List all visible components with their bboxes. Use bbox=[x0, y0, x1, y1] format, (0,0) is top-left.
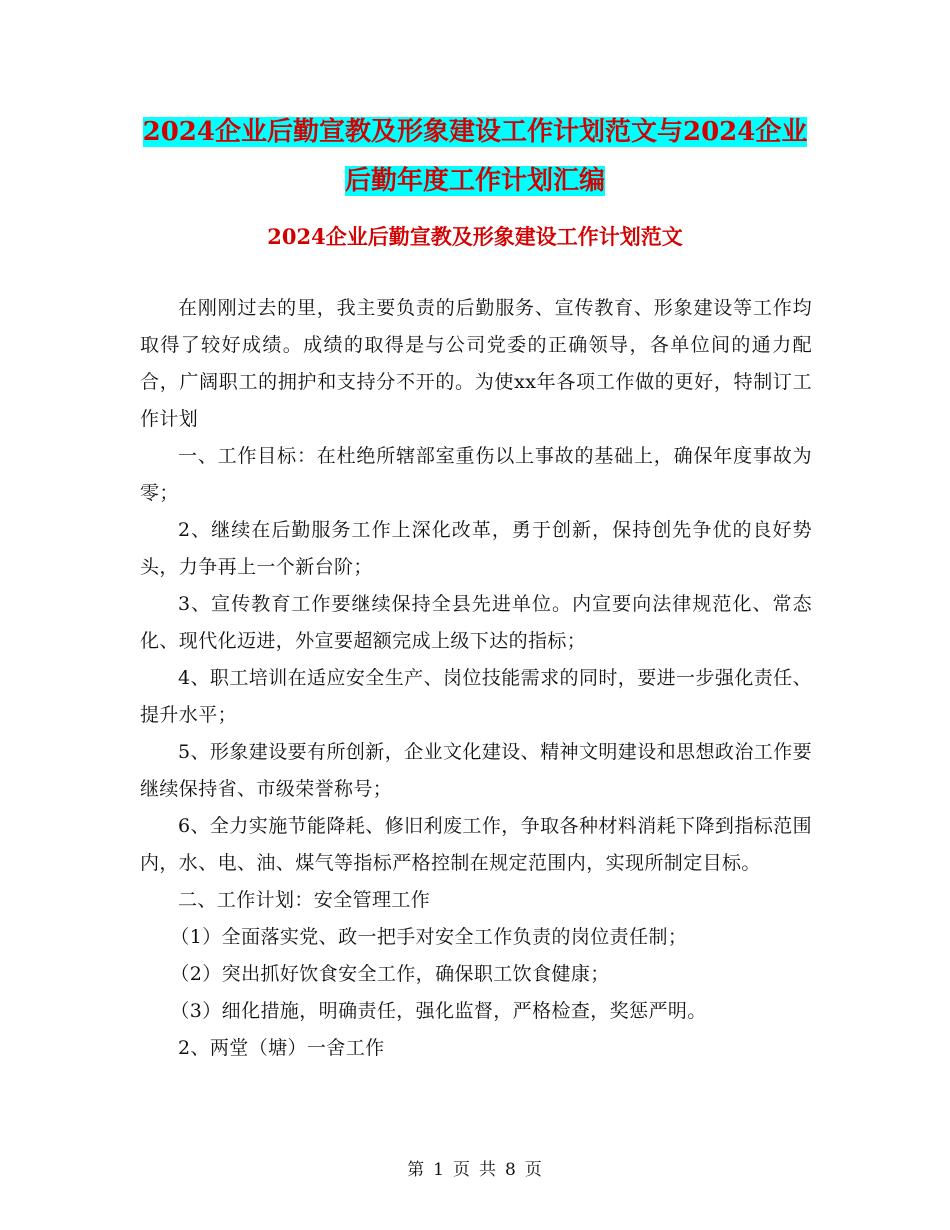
document-body bbox=[140, 290, 812, 1067]
paragraph-item-two-halls: 2、两堂（塘）一舍工作 bbox=[178, 1037, 385, 1059]
paragraph-plan: 二、工作计划：安全管理工作 bbox=[178, 889, 431, 911]
section-title: 2024企业后勤宣教及形象建设工作计划范文 bbox=[267, 224, 683, 249]
document-title-text: 2024企业后勤宣教及形象建设工作计划范文与2024企业后勤年度工作计划汇编 bbox=[142, 117, 808, 196]
paragraph-item-2: 2、继续在后勤服务工作上深化改革，勇于创新，保持创先争优的良好势头，力争再上一个新台阶； bbox=[140, 519, 812, 578]
document-title bbox=[140, 108, 810, 206]
paragraph-item-4: 4、职工培训在适应安全生产、岗位技能需求的同时，要进一步强化责任、提升水平； bbox=[140, 667, 812, 726]
footer-label-page-unit: 页 bbox=[453, 1160, 471, 1180]
page-footer bbox=[0, 1155, 950, 1180]
paragraph-item-6: 6、全力实施节能降耗、修旧利废工作，争取各种材料消耗下降到指标范围内，水、电、油、煤气等指标严格控制在规定范围内，实现所制定目标。 bbox=[140, 815, 812, 874]
paragraph-item-5: 5、形象建设要有所创新，企业文化建设、精神文明建设和思想政治工作要继续保持省、市级荣誉称号； bbox=[140, 741, 812, 800]
paragraph-goal: 一、工作目标：在杜绝所辖部室重伤以上事故的基础上，确保年度事故为零； bbox=[140, 445, 812, 504]
paragraph-plan-1: （1）全面落实党、政一把手对安全工作负责的岗位责任制； bbox=[170, 926, 688, 948]
paragraph-item-3: 3、宣传教育工作要继续保持全县先进单位。内宣要向法律规范化、常态化、现代化迈进，外宣要超额完成上级下达的指标； bbox=[140, 593, 812, 652]
footer-current-page: 1 bbox=[433, 1160, 445, 1180]
paragraph-intro: 在刚刚过去的里，我主要负责的后勤服务、宣传教育、形象建设等工作均取得了较好成绩。成绩的取得是与公司党委的正确领导，各单位间的通力配合，广阔职工的拥护和支持分不开的。为使xx年各项工作做的更好，特制订工作计划 bbox=[140, 297, 812, 430]
footer-label-total-unit: 页 bbox=[524, 1160, 543, 1180]
footer-total-pages: 8 bbox=[505, 1160, 517, 1180]
paragraph-plan-3: （3）细化措施，明确责任，强化监督，严格检查，奖惩严明。 bbox=[170, 1000, 707, 1022]
footer-label-page: 第 bbox=[407, 1160, 426, 1180]
footer-label-total: 共 bbox=[479, 1160, 497, 1180]
paragraph-plan-2: （2）突出抓好饮食安全工作，确保职工饮食健康； bbox=[170, 963, 610, 985]
